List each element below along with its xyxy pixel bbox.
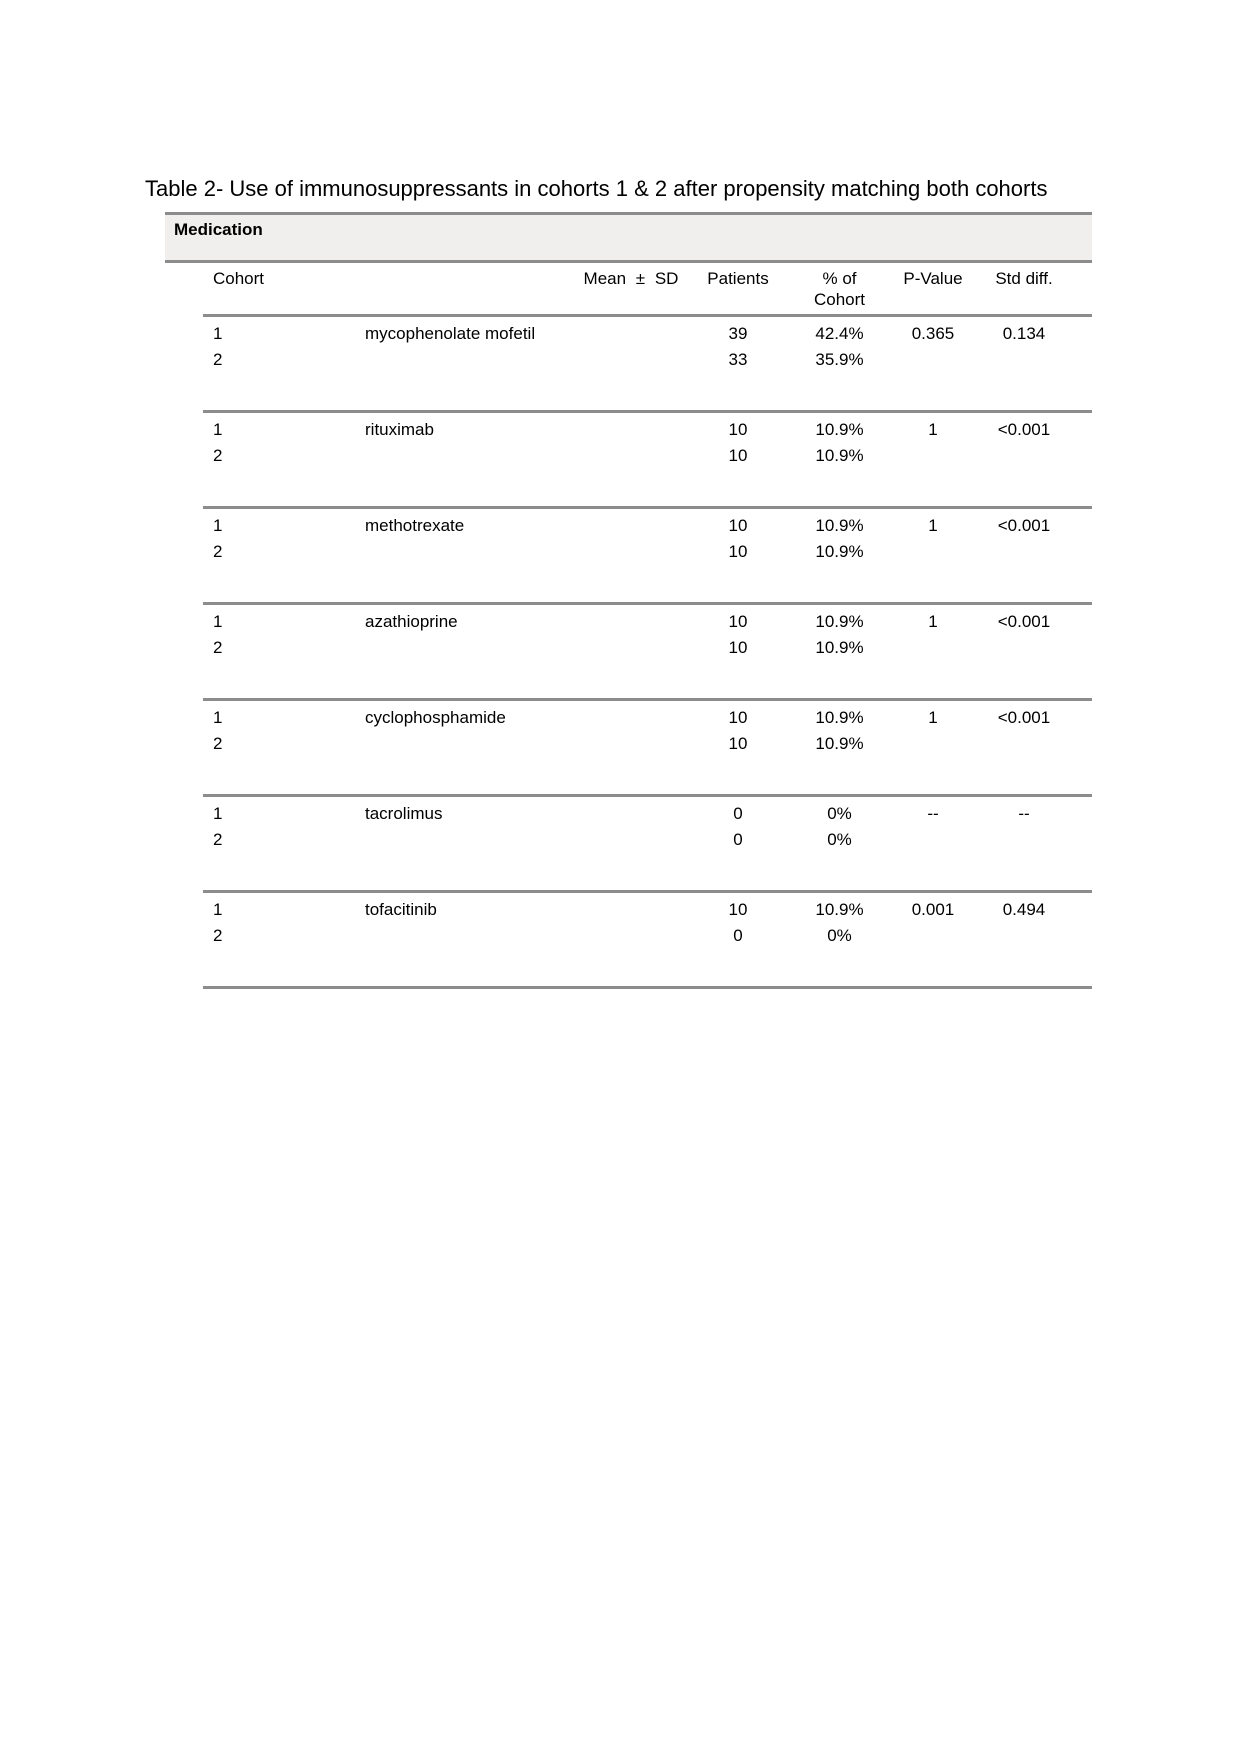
- cohort-number: 1: [213, 708, 223, 727]
- medication-name: methotrexate: [365, 516, 465, 535]
- cohort-row: [165, 609, 1092, 635]
- table-body: [165, 314, 1092, 986]
- p-value: 1: [928, 612, 938, 631]
- medication-block: [165, 317, 1092, 410]
- patients-count: 33: [728, 350, 748, 369]
- medication-name: cyclophosphamide: [365, 708, 506, 727]
- medication-name-spacer: [330, 347, 577, 373]
- std-diff-value: <0.001: [997, 708, 1051, 727]
- pct-of-cohort-value: 10.9%: [815, 420, 864, 439]
- table-caption: Table 2- Use of immunosuppressants in cohorts 1 & 2 after propensity matching both cohorts: [145, 176, 1048, 201]
- cohort-row: [165, 923, 1092, 949]
- medication-name: mycophenolate mofetil: [365, 324, 536, 343]
- mean-sd-value: [577, 539, 685, 565]
- cohort-number: 2: [213, 446, 223, 465]
- medication-block: [165, 605, 1092, 698]
- p-value: [888, 923, 978, 949]
- std-diff-value: [978, 347, 1092, 373]
- cohort-row: [165, 801, 1092, 827]
- cohort-row: [165, 417, 1092, 443]
- medication-name: rituximab: [365, 420, 434, 439]
- cohort-number: 1: [213, 612, 223, 631]
- patients-count: 10: [728, 734, 748, 753]
- mean-sd-value: [577, 443, 685, 469]
- col-header-mean-sd: Mean ± SD: [583, 269, 679, 288]
- cohort-number: 1: [213, 804, 223, 823]
- p-value: 0.365: [911, 324, 955, 343]
- p-value: 1: [928, 708, 938, 727]
- medication-name-spacer: [330, 731, 577, 757]
- medication-band-label: Medication: [174, 220, 263, 239]
- column-header-row: [165, 263, 1092, 314]
- cohort-number: 2: [213, 734, 223, 753]
- pct-of-cohort-value: 10.9%: [815, 708, 864, 727]
- cohort-row: [165, 635, 1092, 661]
- p-value: --: [927, 804, 939, 823]
- col-header-pct-line2: Cohort: [813, 290, 866, 309]
- pct-of-cohort-value: 10.9%: [815, 900, 864, 919]
- pct-of-cohort-value: 0%: [827, 830, 852, 849]
- cohort-row: [165, 347, 1092, 373]
- pct-of-cohort-value: 42.4%: [815, 324, 864, 343]
- mean-sd-value: [577, 635, 685, 661]
- std-diff-value: [978, 443, 1092, 469]
- mean-sd-value: [577, 897, 685, 923]
- p-value: [888, 731, 978, 757]
- patients-count: 0: [733, 804, 743, 823]
- medication-name: azathioprine: [365, 612, 458, 631]
- cohort-row: [165, 513, 1092, 539]
- col-header-pct-line1: % of: [822, 269, 857, 288]
- cohort-number: 1: [213, 900, 223, 919]
- patients-count: 10: [728, 638, 748, 657]
- mean-sd-value: [577, 609, 685, 635]
- std-diff-value: [978, 827, 1092, 853]
- p-value: 0.001: [911, 900, 955, 919]
- patients-count: 10: [728, 542, 748, 561]
- std-diff-value: [978, 923, 1092, 949]
- mean-sd-value: [577, 417, 685, 443]
- p-value: [888, 827, 978, 853]
- medication-block: [165, 797, 1092, 890]
- pct-of-cohort-value: 10.9%: [815, 446, 864, 465]
- mean-sd-value: [577, 801, 685, 827]
- medication-name-spacer: [330, 539, 577, 565]
- col-header-patients: Patients: [707, 269, 769, 288]
- cohort-row: [165, 321, 1092, 347]
- std-diff-value: [978, 539, 1092, 565]
- p-value: [888, 539, 978, 565]
- col-header-std-diff: Std diff.: [995, 269, 1053, 288]
- std-diff-value: <0.001: [997, 516, 1051, 535]
- std-diff-value: 0.134: [1002, 324, 1046, 343]
- cohort-row: [165, 443, 1092, 469]
- cohort-number: 2: [213, 926, 223, 945]
- patients-count: 10: [728, 612, 748, 631]
- patients-count: 10: [728, 900, 748, 919]
- mean-sd-value: [577, 321, 685, 347]
- patients-count: 10: [728, 516, 748, 535]
- pct-of-cohort-value: 35.9%: [815, 350, 864, 369]
- pct-of-cohort-value: 10.9%: [815, 516, 864, 535]
- mean-sd-value: [577, 827, 685, 853]
- pct-of-cohort-value: 0%: [827, 926, 852, 945]
- std-diff-value: <0.001: [997, 612, 1051, 631]
- pct-of-cohort-value: 0%: [827, 804, 852, 823]
- pct-of-cohort-value: 10.9%: [815, 638, 864, 657]
- std-diff-value: <0.001: [997, 420, 1051, 439]
- cohort-row: [165, 705, 1092, 731]
- patients-count: 10: [728, 420, 748, 439]
- medication-name-spacer: [330, 635, 577, 661]
- cohort-row: [165, 731, 1092, 757]
- cohort-row: [165, 897, 1092, 923]
- patients-count: 0: [733, 926, 743, 945]
- col-header-medication-spacer: [330, 268, 577, 314]
- medication-block: [165, 413, 1092, 506]
- col-header-p-value: P-Value: [903, 269, 963, 288]
- medication-name-spacer: [330, 443, 577, 469]
- std-diff-value: --: [1018, 804, 1030, 823]
- cohort-number: 2: [213, 638, 223, 657]
- col-header-cohort: Cohort: [213, 269, 265, 288]
- medication-header-band: [165, 212, 1092, 263]
- immunosuppressants-table: [165, 212, 1092, 989]
- medication-block: [165, 701, 1092, 794]
- p-value: [888, 347, 978, 373]
- mean-sd-value: [577, 923, 685, 949]
- table-bottom-rule: [203, 986, 1092, 989]
- col-header-pct-of-cohort: [791, 268, 888, 314]
- medication-name-spacer: [330, 923, 577, 949]
- pct-of-cohort-value: 10.9%: [815, 542, 864, 561]
- mean-sd-value: [577, 705, 685, 731]
- medication-name-spacer: [330, 827, 577, 853]
- cohort-number: 2: [213, 830, 223, 849]
- p-value: 1: [928, 516, 938, 535]
- patients-count: 39: [728, 324, 748, 343]
- patients-count: 10: [728, 708, 748, 727]
- cohort-number: 1: [213, 324, 223, 343]
- p-value: [888, 635, 978, 661]
- patients-count: 10: [728, 446, 748, 465]
- mean-sd-value: [577, 513, 685, 539]
- medication-name: tacrolimus: [365, 804, 443, 823]
- patients-count: 0: [733, 830, 743, 849]
- std-diff-value: [978, 635, 1092, 661]
- std-diff-value: [978, 731, 1092, 757]
- std-diff-value: 0.494: [1002, 900, 1046, 919]
- p-value: 1: [928, 420, 938, 439]
- cohort-number: 2: [213, 542, 223, 561]
- cohort-number: 2: [213, 350, 223, 369]
- medication-block: [165, 509, 1092, 602]
- pct-of-cohort-value: 10.9%: [815, 734, 864, 753]
- mean-sd-value: [577, 347, 685, 373]
- mean-sd-value: [577, 731, 685, 757]
- medication-block: [165, 893, 1092, 986]
- p-value: [888, 443, 978, 469]
- cohort-row: [165, 827, 1092, 853]
- cohort-number: 1: [213, 420, 223, 439]
- cohort-row: [165, 539, 1092, 565]
- medication-name: tofacitinib: [365, 900, 437, 919]
- cohort-number: 1: [213, 516, 223, 535]
- pct-of-cohort-value: 10.9%: [815, 612, 864, 631]
